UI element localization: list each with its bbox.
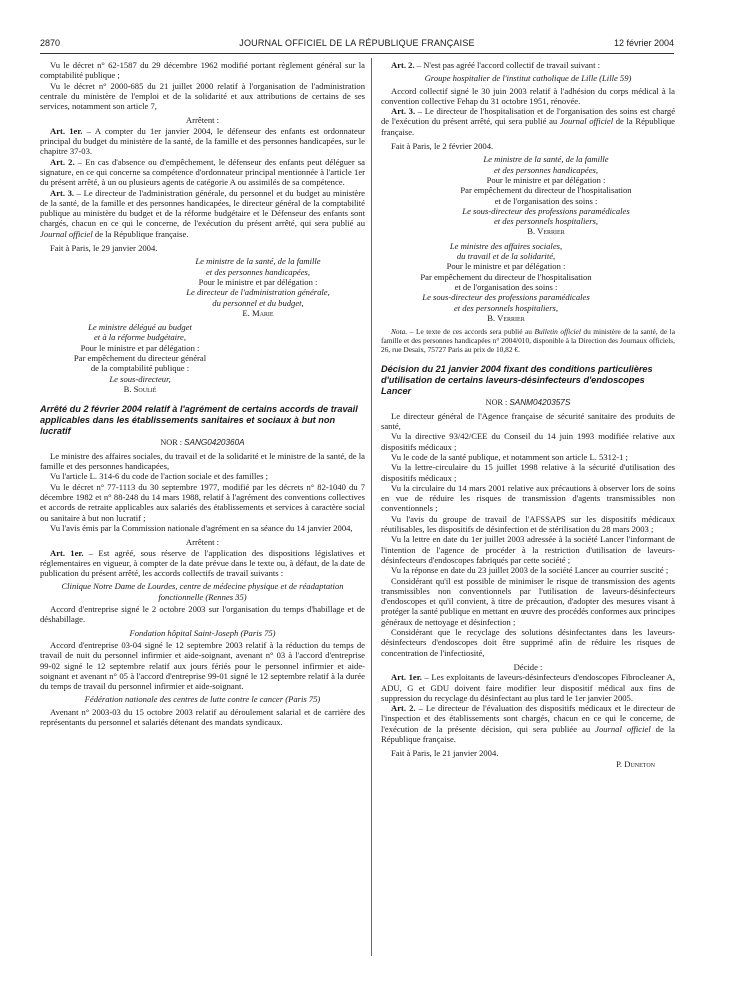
column-separator: [371, 58, 372, 956]
article-label: Art. 1er.: [50, 547, 84, 558]
article-label: Art. 2.: [50, 156, 75, 167]
signature-block: [381, 241, 631, 323]
nor-reference: [381, 398, 675, 408]
page-number: 2870: [40, 38, 61, 48]
signature-line: et des personnes handicapées,: [205, 266, 311, 277]
signature-line: Pour le ministre et par délégation :: [198, 276, 318, 287]
nota-label: Nota.: [391, 327, 408, 337]
nor-reference: [40, 438, 365, 448]
signature-line: et à la réforme budgétaire,: [93, 332, 187, 343]
arretent-heading: Arrêtent :: [185, 115, 220, 126]
signature-line: Le ministre de la santé, de la famille: [195, 256, 321, 267]
article-text: – Le directeur de l'évaluation des dispositifs médicaux et le directeur de l'inspection et des établissements sont chargés, chacun en ce qui le concerne, de l'exécution de la présente décision, qui sera publiée au: [381, 703, 676, 734]
signatory-name: E. Marie: [242, 307, 274, 318]
left-column: [40, 60, 365, 727]
article-text: de la République française.: [92, 228, 189, 239]
bulletin-ref: Bulletin officiel: [534, 327, 581, 337]
body-paragraph: Vu le décret n° 77-1113 du 30 septembre 1977, modifié par les décrets n° 82-1040 du 7 décembre 1982 et n° 88-248 du 14 mars 1988, relatif à l'agrément des conventions collectives et accords de retraite applicables aux salariés des établissements et services à caractère social ou sanitaire à but non lucratif ;: [40, 481, 365, 523]
signature-line: Le sous-directeur,: [109, 373, 171, 384]
body-paragraph: Vu la directive 93/42/CEE du Conseil du 14 juin 1993 modifiée relative aux dispositifs médicaux ;: [381, 431, 675, 452]
signature-line: Le sous-directeur des professions paramédicales: [462, 205, 630, 216]
body-paragraph: Accord d'entreprise 03-04 signé le 12 septembre 2003 relatif à la réduction du temps de travail de nuit du personnel infirmier et aide-soignant, avenant n° 03 à l'accord d'entreprise 99-02 signé le 12 septembre relatif aux jours fériés pour le personnel infirmier et aide-soignant et avenant n° 05 à l'accord d'entreprise 99-01 signé le 12 septembre relatif à la durée du temps de travail du personnel infirmier et aide-soignant.: [40, 639, 365, 692]
signature-block: [40, 256, 358, 318]
article-paragraph: [40, 188, 365, 239]
signatory-name: B. Verrier: [487, 312, 525, 323]
establishment-heading: Fédération nationale des centres de lutte contre le cancer (Paris 75): [84, 694, 321, 705]
body-paragraph: Accord d'entreprise signé le 2 octobre 2003 sur l'organisation du temps d'habillage et de déshabillage.: [40, 604, 365, 625]
body-paragraph: Vu l'article L. 314-6 du code de l'action sociale et des familles ;: [50, 471, 269, 482]
establishment-heading: Groupe hospitalier de l'institut catholique de Lille (Lille 59): [424, 73, 632, 84]
fait-line: Fait à Paris, le 21 janvier 2004.: [391, 748, 499, 759]
nor-code: SANG0420360A: [184, 437, 245, 447]
body-paragraph: Considérant qu'il est possible de minimiser le risque de transmission des agents transmissibles non conventionnels par l'utilisation de laveurs-désinfecteurs d'endoscopes et qu'il convient, à titre de précaution, d'adopter des mesures visant à protéger la santé publique en mettant en œuvre des procédés conformes aux principes généraux de nettoyage et désinfection ;: [381, 575, 675, 627]
signature-line: et des personnes handicapées,: [493, 164, 599, 175]
signature-line: et des personnels hospitaliers,: [453, 302, 559, 313]
signature-block: [40, 322, 240, 394]
article-text: – A compter du 1er janvier 2004, le défenseur des enfants est ordonnateur principal du budget du ministère de la santé, de la famille et des personnes handicapées, sur le chapitre 37-03.: [40, 125, 365, 157]
article-paragraph: [381, 106, 675, 137]
signature-line: Par empêchement du directeur de l'hospitalisation: [420, 271, 592, 282]
article-text: de la République française.: [381, 723, 675, 745]
article-text: – Les exploitants de laveurs-désinfecteurs d'endoscopes Fibrocleaner A, ADU, G et GDU doivent faire modifier leur dispositif médical aux fins de suppression du recyclage du désinfectant au plus tard le 1er janvier 2005.: [381, 672, 676, 703]
signature-line: Pour le ministre et par délégation :: [486, 174, 606, 185]
signature-line: du travail et de la solidarité,: [456, 251, 556, 262]
decision-title: Décision du 21 janvier 2004 fixant des conditions particulières d'utilisation de certains laveurs-désinfecteurs d'endoscopes Lancer: [381, 364, 653, 396]
journal-ref: Journal officiel: [559, 116, 614, 127]
decide-heading: Décide :: [513, 661, 543, 672]
body-paragraph: Vu la lettre en date du 1er juillet 2003 adressée à la société Lancer l'informant de l'intention de l'agence de procéder à la restriction d'utilisation de laveurs-désinfecteurs d'endoscopes fabriqués par cette société ;: [381, 534, 675, 565]
journal-title: JOURNAL OFFICIEL DE LA RÉPUBLIQUE FRANÇAISE: [239, 38, 475, 48]
body-paragraph: Considérant que le recyclage des solutions désinfectantes dans les laveurs-désinfecteurs d'endoscopes doit être supprimé afin de réduire les risques de concentration de l'infectiosité,: [381, 627, 675, 658]
nor-code: SANM0420357S: [509, 397, 571, 407]
article-text: – N'est pas agréé l'accord collectif de travail suivant :: [414, 60, 601, 70]
body-paragraph: Vu la circulaire du 14 mars 2001 relative aux précautions à observer lors de soins en vue de réduire les risques de transmission d'agents transmissibles non conventionnels ;: [381, 482, 675, 514]
arretent-heading: Arrêtent :: [185, 537, 220, 548]
signature-line: du personnel et du budget,: [212, 297, 304, 308]
body-paragraph: Vu la lettre-circulaire du 15 juillet 1998 relative à la sécurité d'utilisation des dispositifs médicaux ;: [381, 462, 675, 483]
signature-line: Pour le ministre et par délégation :: [446, 261, 566, 272]
signature-line: et de l'organisation des soins :: [454, 281, 558, 292]
body-paragraph: Vu l'avis du groupe de travail de l'AFSSAPS sur les dispositifs médicaux réutilisables, les dispositifs de désinfection et de stérilisation du 28 mars 2003 ;: [381, 513, 675, 535]
article-text: – Le directeur de l'hospitalisation et de l'organisation des soins est chargé de l'exécution du présent arrêté, qui sera publié au: [381, 106, 676, 127]
nota-text: du ministère de la santé, de la famille et des personnes handicapées n° 2004/010, disponible à la Direction des Journaux officiels, 26, rue Desaix, 75727 Paris au prix de 10,82 €.: [381, 327, 675, 355]
body-paragraph: Le directeur général de l'Agence française de sécurité sanitaire des produits de santé,: [381, 410, 675, 432]
signature-line: Le ministre de la santé, de la famille: [483, 154, 609, 165]
article-paragraph: [40, 157, 365, 188]
article-paragraph: [40, 548, 365, 579]
decree-title: Arrêté du 2 février 2004 relatif à l'agrément de certains accords de travail applicables dans les établissements sanitaires et sociaux à but non lucratif: [40, 404, 358, 436]
signatory-name: B. Soulié: [123, 383, 157, 394]
article-text: de la République française.: [381, 116, 675, 137]
establishment-heading: Clinique Notre Dame de Lourdes, centre de médecine physique et de réadaptation fonctionnelle (Rennes 35): [61, 581, 344, 602]
article-paragraph: [381, 703, 675, 744]
signature-line: Le ministre des affaires sociales,: [449, 240, 563, 251]
body-paragraph: Vu l'avis émis par la Commission nationale d'agrément en sa séance du 14 janvier 2004,: [50, 522, 353, 533]
visa-paragraph: Vu le décret n° 62-1587 du 29 décembre 1962 modifié portant règlement général sur la comptabilité publique ;: [40, 60, 365, 81]
body-paragraph: Accord collectif signé le 30 juin 2003 relatif à l'adhésion du corps médical à la convention collective Fehap du 31 octobre 1951, rénovée.: [381, 85, 675, 106]
nor-label: NOR :: [485, 397, 510, 407]
nota-text: – Le texte de ces accords sera publié au: [407, 327, 535, 337]
signature-line: et des personnels hospitaliers,: [493, 216, 599, 227]
article-label: Art. 1er.: [391, 672, 422, 683]
body-paragraph: Vu le code de la santé publique, et notamment son article L. 5312-1 ;: [391, 452, 628, 462]
article-label: Art. 3.: [50, 187, 75, 198]
signature-line: et de l'organisation des soins :: [494, 195, 598, 206]
article-text: – Le directeur de l'administration générale, du personnel et du budget au ministère de la santé, de la famille et des personnes handicapées, le directeur général de la comptabilité publique au ministère du budget et de la réforme budgétaire et le Défenseur des enfants sont chargés, chacun en ce qui le concerne, de l'exécution du présent arrêté, qui sera publié au: [40, 187, 365, 229]
nota-paragraph: [381, 327, 675, 354]
article-paragraph: [381, 60, 675, 70]
article-text: – Est agréé, sous réserve de l'application des dispositions législatives et réglementaires en vigueur, à compter de la date prévue dans le texte ou, à défaut, de la date de publication du présent arrêté, les accords collectifs de travail suivants :: [40, 547, 365, 579]
article-label: Art. 2.: [391, 703, 416, 714]
right-column: [381, 60, 675, 769]
signature-line: Par empêchement du directeur général: [73, 353, 207, 364]
article-text: – En cas d'absence ou d'empêchement, le défenseur des enfants peut déléguer sa signature, en ce qui concerne sa compétence d'ordonnateur principal mentionnée à l'article 1er du présent arrêté, à un ou plusieurs agents de catégorie A ou assimilés de sa compétence.: [40, 156, 365, 188]
nor-label: NOR :: [160, 437, 185, 447]
issue-date: 12 février 2004: [613, 38, 674, 48]
signature-line: Par empêchement du directeur de l'hospitalisation: [460, 185, 632, 196]
journal-ref: Journal officiel: [40, 228, 93, 239]
body-paragraph: Avenant n° 2003-03 du 15 octobre 2003 relatif au déroulement salarial et de carrière des représentants du personnel et salariés détenant des mandats syndicaux.: [40, 706, 365, 728]
signature-line: Le directeur de l'administration générale,: [186, 287, 330, 298]
article-paragraph: [40, 126, 365, 157]
signatory-name: B. Verrier: [527, 226, 565, 237]
article-paragraph: [381, 672, 675, 703]
body-paragraph: Vu la réponse en date du 23 juillet 2003 de la société Lancer au courrier suscité ;: [391, 565, 669, 576]
establishment-heading: Fondation hôpital Saint-Joseph (Paris 75): [129, 627, 276, 638]
signatory-name: P. Duneton: [616, 758, 655, 769]
page-header: [40, 38, 674, 52]
signature-line: Pour le ministre et par délégation :: [80, 342, 200, 353]
article-label: Art. 1er.: [50, 125, 83, 136]
article-label: Art. 3.: [391, 106, 416, 117]
header-rule: [40, 53, 674, 54]
signature-block: [381, 154, 671, 236]
signature-line: Le ministre délégué au budget: [88, 322, 192, 333]
article-label: Art. 2.: [391, 60, 415, 70]
fait-line: Fait à Paris, le 29 janvier 2004.: [50, 243, 158, 254]
body-paragraph: Le ministre des affaires sociales, du travail et de la solidarité et le ministre de la santé, de la famille et des personnes handicapées,: [40, 450, 365, 472]
fait-line: Fait à Paris, le 2 février 2004.: [391, 141, 494, 152]
signature-line: Le sous-directeur des professions paramédicales: [422, 292, 590, 303]
journal-ref: Journal officiel: [595, 723, 651, 734]
visa-paragraph: Vu le décret n° 2000-685 du 21 juillet 2000 relatif à l'organisation de l'administration centrale du ministère de l'emploi et de la solidarité et aux attributions de certains de ses services, notamment son article 7,: [40, 80, 365, 112]
signature-line: de la comptabilité publique :: [90, 363, 190, 374]
